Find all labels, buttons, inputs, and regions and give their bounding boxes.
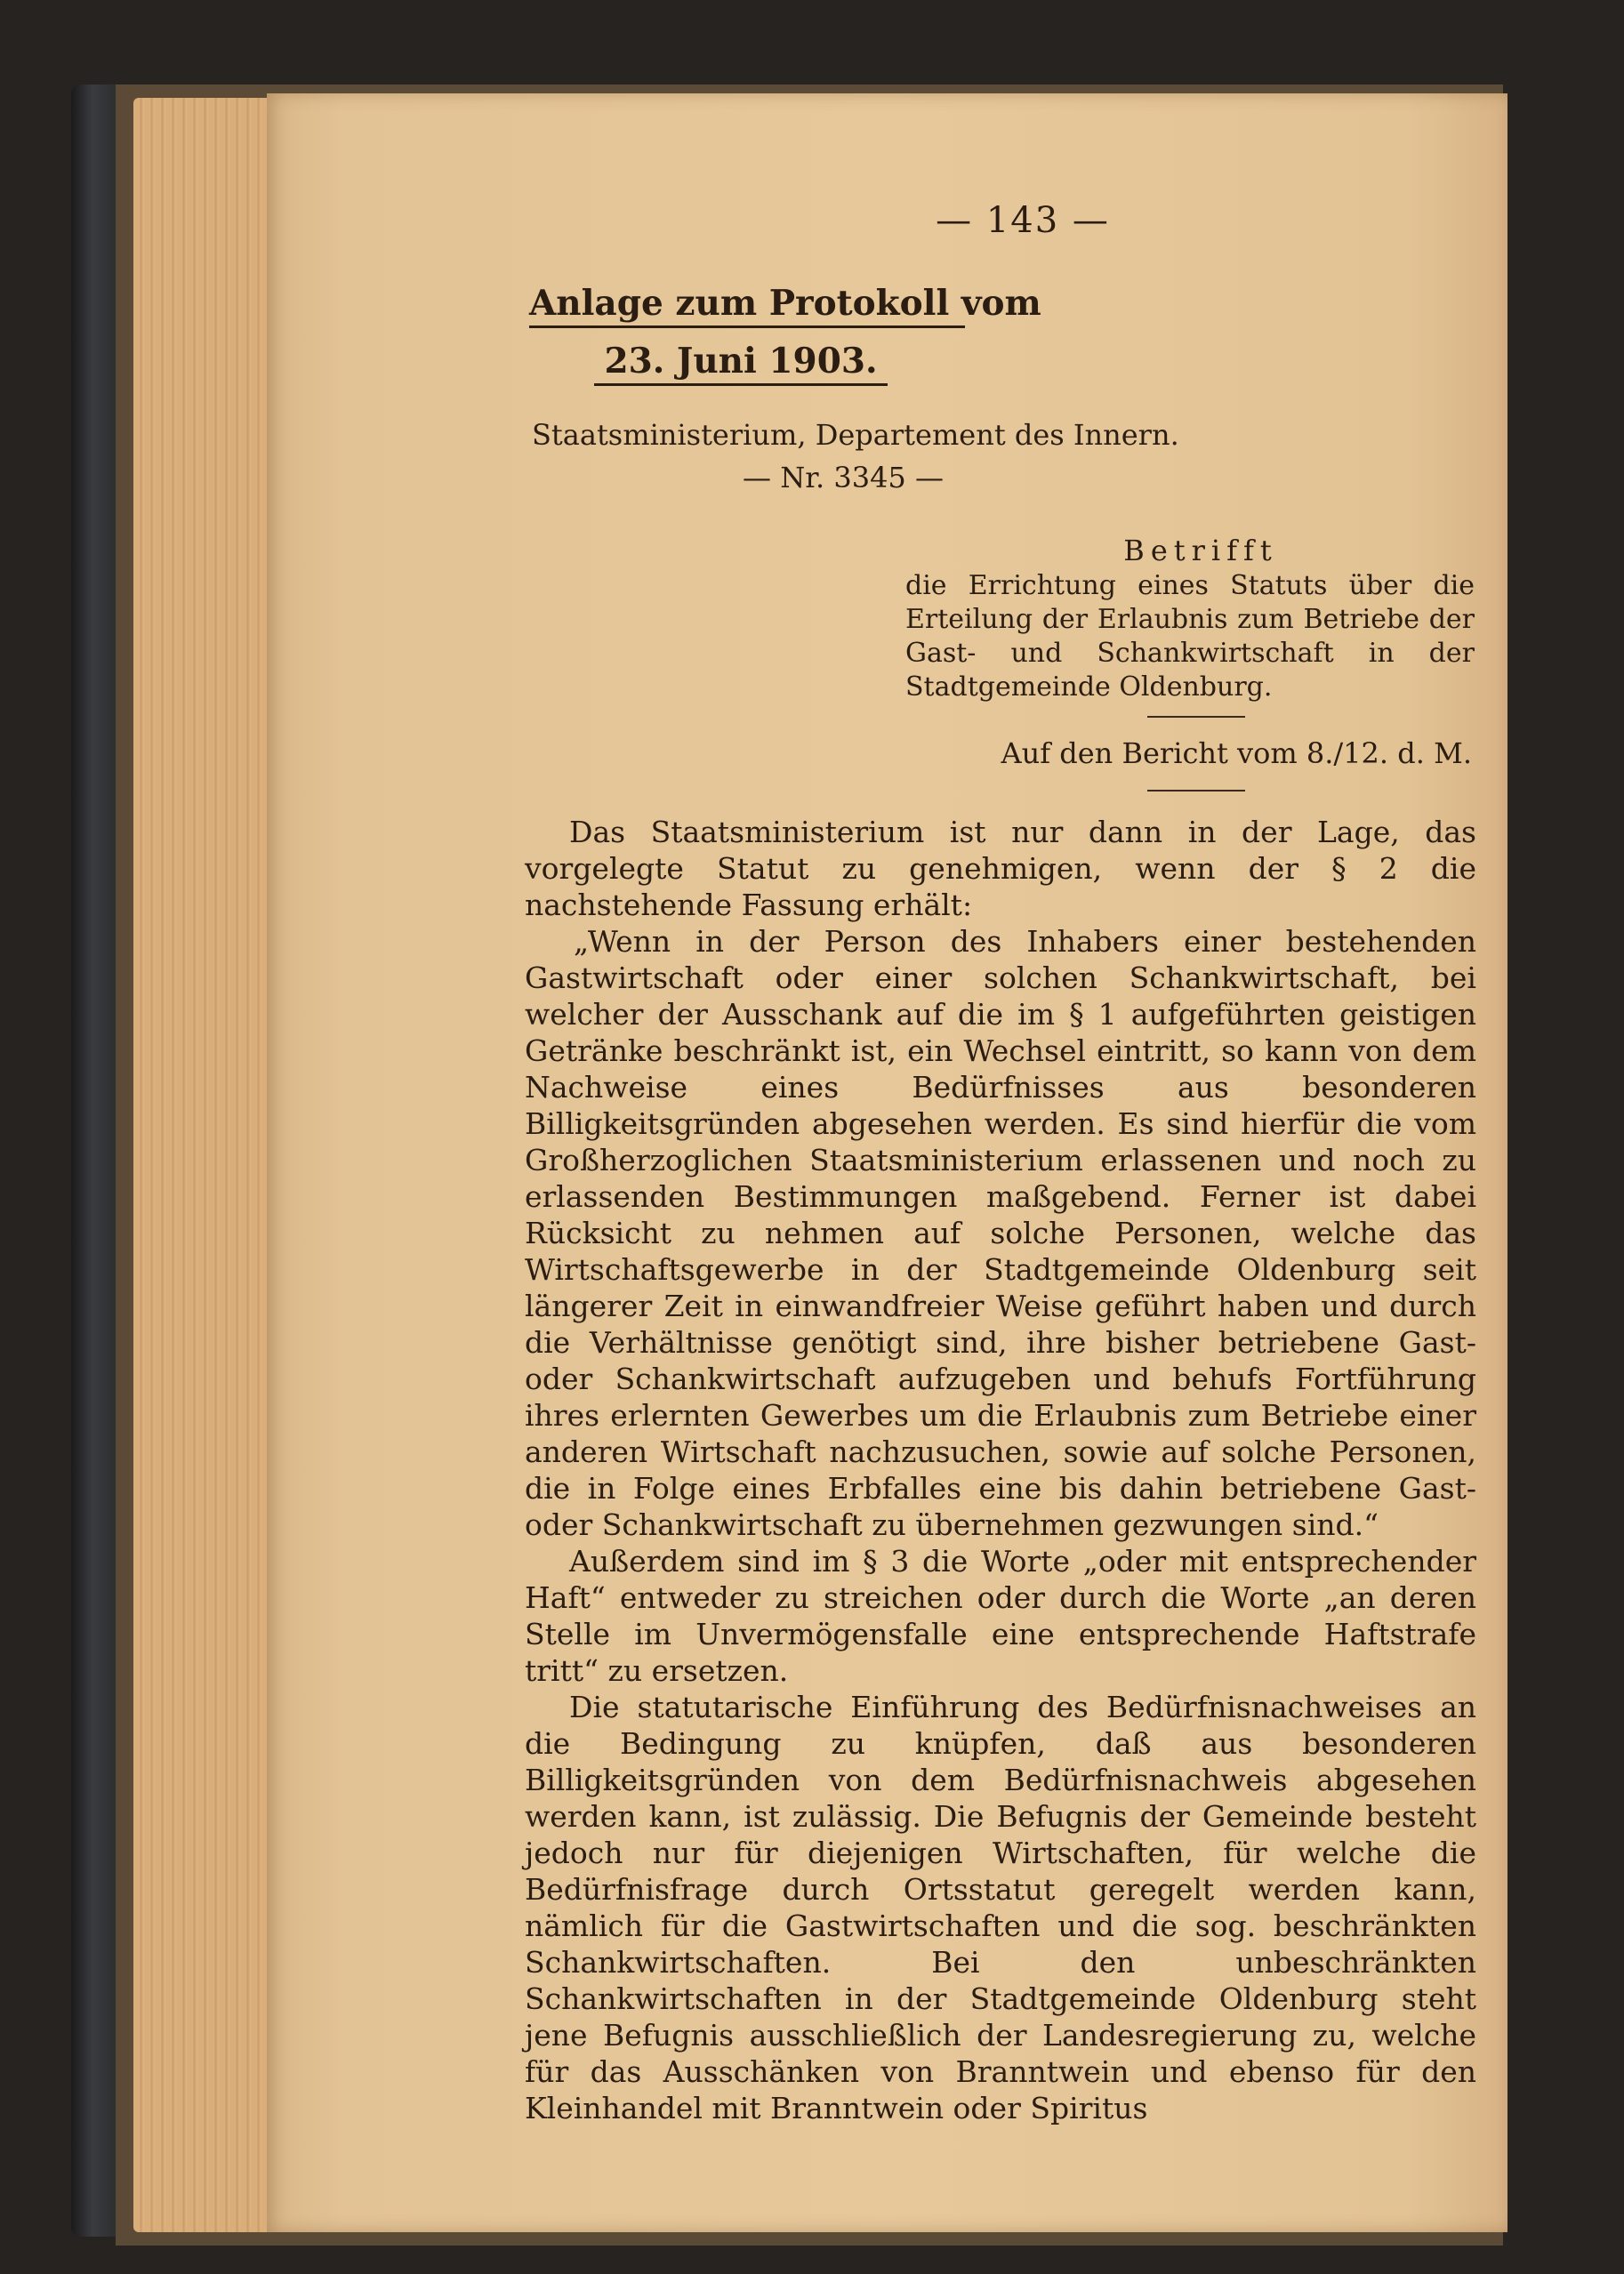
annex-title-line2: 23. Juni 1903. (594, 341, 888, 386)
paragraph: Außerdem sind im § 3 die Worte „oder mit entsprechender Haft“ entweder zu streichen oder durch die Worte „an deren Stelle im Unvermögensfalle eine entsprechende Haftstrafe tritt“ zu ersetzen. (525, 1544, 1476, 1688)
annex-title-line1: Anlage zum Protokoll vom (529, 283, 965, 328)
ministry-number: — Nr. 3345 — (743, 461, 944, 494)
paragraph: Das Staatsministerium ist nur dann in der Lage, das vorgelegte Statut zu genehmigen, wenn der § 2 die nachstehende Fassung erhält: (525, 815, 1476, 922)
page-number: — 143 — (936, 200, 1110, 241)
divider (1147, 790, 1245, 791)
body-text (525, 814, 1476, 2126)
subject-body: die Errichtung eines Statuts über die Erteilung der Erlaubnis zum Betriebe der Gast- und Schankwirtschaft in der Stadtgemeinde Oldenburg. (905, 570, 1475, 703)
paragraph: „Wenn in der Person des Inhabers einer bestehenden Gastwirtschaft oder einer solchen Schankwirtschaft, bei welcher der Ausschank auf die im § 1 aufgeführten geistigen Getränke beschränkt ist, ein Wechsel eintritt, so kann von dem Nachweise eines Bedürfnisses aus besonderen Billigkeitsgründen abgesehen werden. Es sind hierfür die vom Großherzoglichen Staatsministerium erlassenen und noch zu erlassenden Bestimmungen maßgebend. Ferner ist dabei Rücksicht zu nehmen auf solche Personen, welche das Wirtschaftsgewerbe in der Stadtgemeinde Oldenburg seit längerer Zeit in einwandfreier Weise geführt haben und durch die Verhältnisse genötigt sind, ihre bisher betriebene Gast- oder Schankwirtschaft aufzugeben und behufs Fortführung ihres erlernten Gewerbes um die Erlaubnis zum Betriebe einer anderen Wirtschaft nachzusuchen, sowie auf solche Personen, die in Folge eines Erbfalles eine bis dahin betriebene Gast- oder Schankwirtschaft zu übernehmen gezwungen sind.“ (525, 924, 1476, 1542)
report-reference: Auf den Bericht vom 8./12. d. M. (1001, 736, 1472, 770)
ministry-name: Staatsministerium, Departement des Innern. (532, 418, 1179, 452)
paragraph: Die statutarische Einführung des Bedürfnisnachweises an die Bedingung zu knüpfen, daß aus besonderen Billigkeitsgründen von dem Bedürfnisnachweis abgesehen werden kann, ist zulässig. Die Befugnis der Gemeinde besteht jedoch nur für diejenigen Wirtschaften, für welche die Bedürfnisfrage durch Ortsstatut geregelt werden kann, nämlich für die Gastwirtschaften und die sog. beschränkten Schankwirtschaften. Bei den unbeschränkten Schankwirtschaften in der Stadtgemeinde Oldenburg steht jene Befugnis ausschließlich der Landesregierung zu, welche für das Ausschänken von Branntwein und ebenso für den Kleinhandel mit Branntwein oder Spiritus (525, 1690, 1476, 2125)
page-edges (133, 98, 276, 2232)
divider (1147, 716, 1245, 718)
subject-heading: Betrifft (1123, 534, 1278, 567)
